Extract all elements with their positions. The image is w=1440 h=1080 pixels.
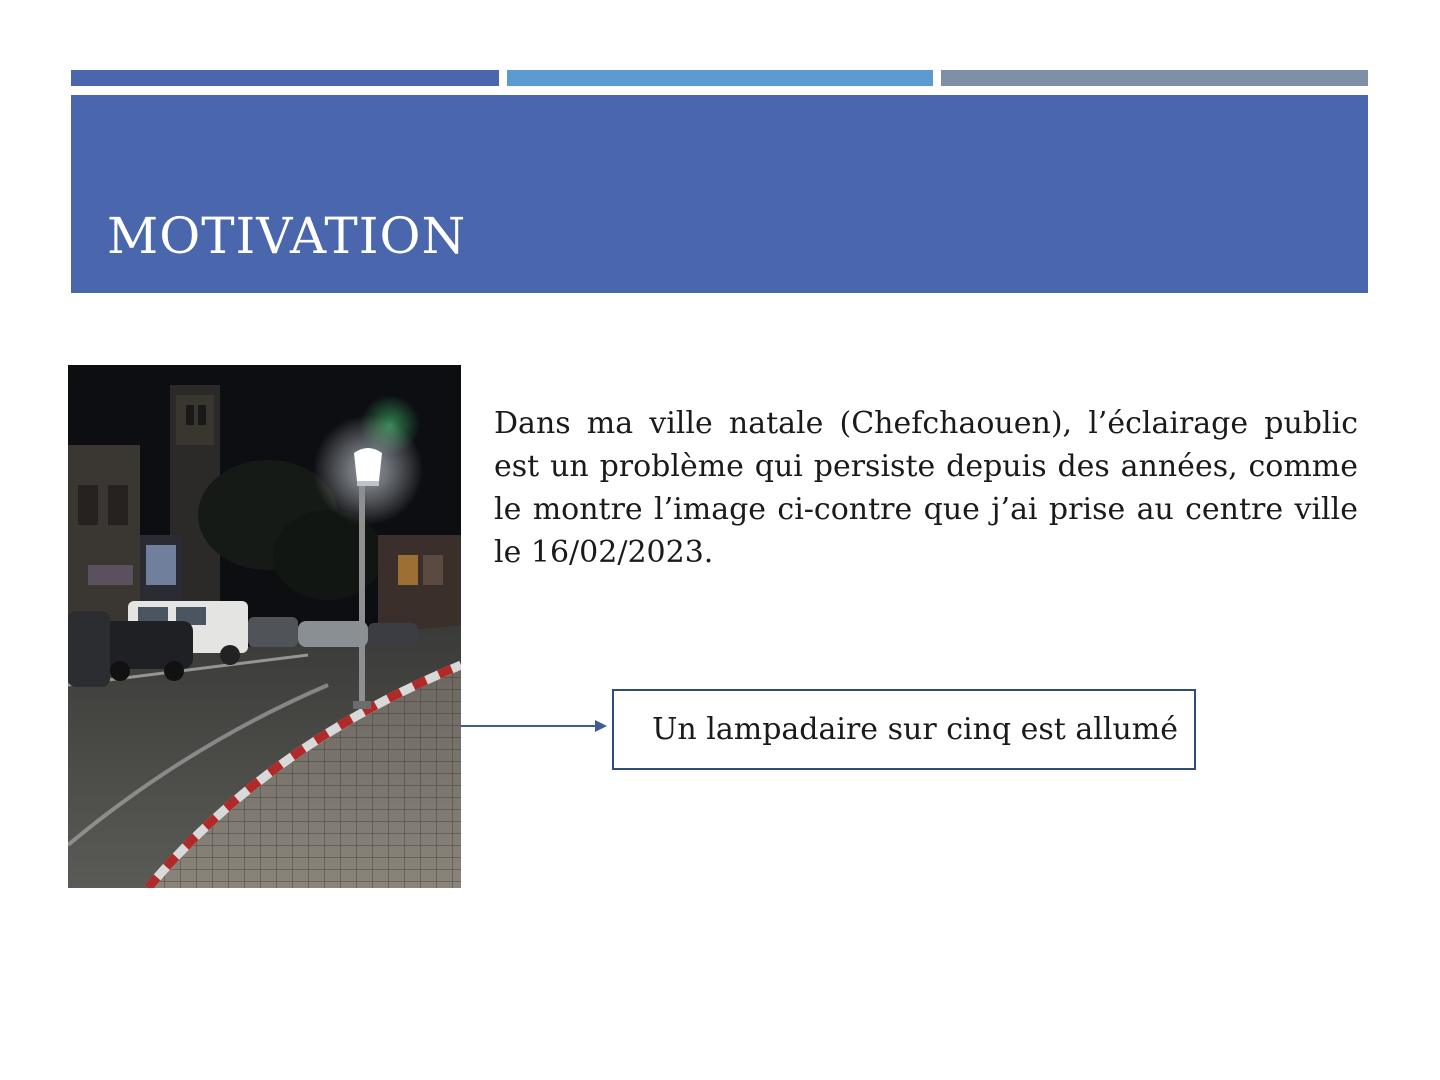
- slide-title: MOTIVATION: [107, 207, 467, 265]
- header-accent-bar-gray: [941, 70, 1368, 86]
- title-band: [71, 95, 1368, 293]
- header-accent-bar-light: [507, 70, 933, 86]
- callout-text: Un lampadaire sur cinq est allumé: [652, 712, 1178, 747]
- street-photo: [68, 365, 461, 888]
- callout-box: [612, 689, 1196, 770]
- header-accent-bar-dark: [71, 70, 499, 86]
- motivation-paragraph: Dans ma ville natale (Chefchaouen), l’éclairage public est un problème qui persiste depuis des années, comme le montre l’image ci-contre que j’ai prise au centre ville le 16/02/2023.: [494, 406, 1358, 570]
- arrow-connector: [461, 716, 611, 736]
